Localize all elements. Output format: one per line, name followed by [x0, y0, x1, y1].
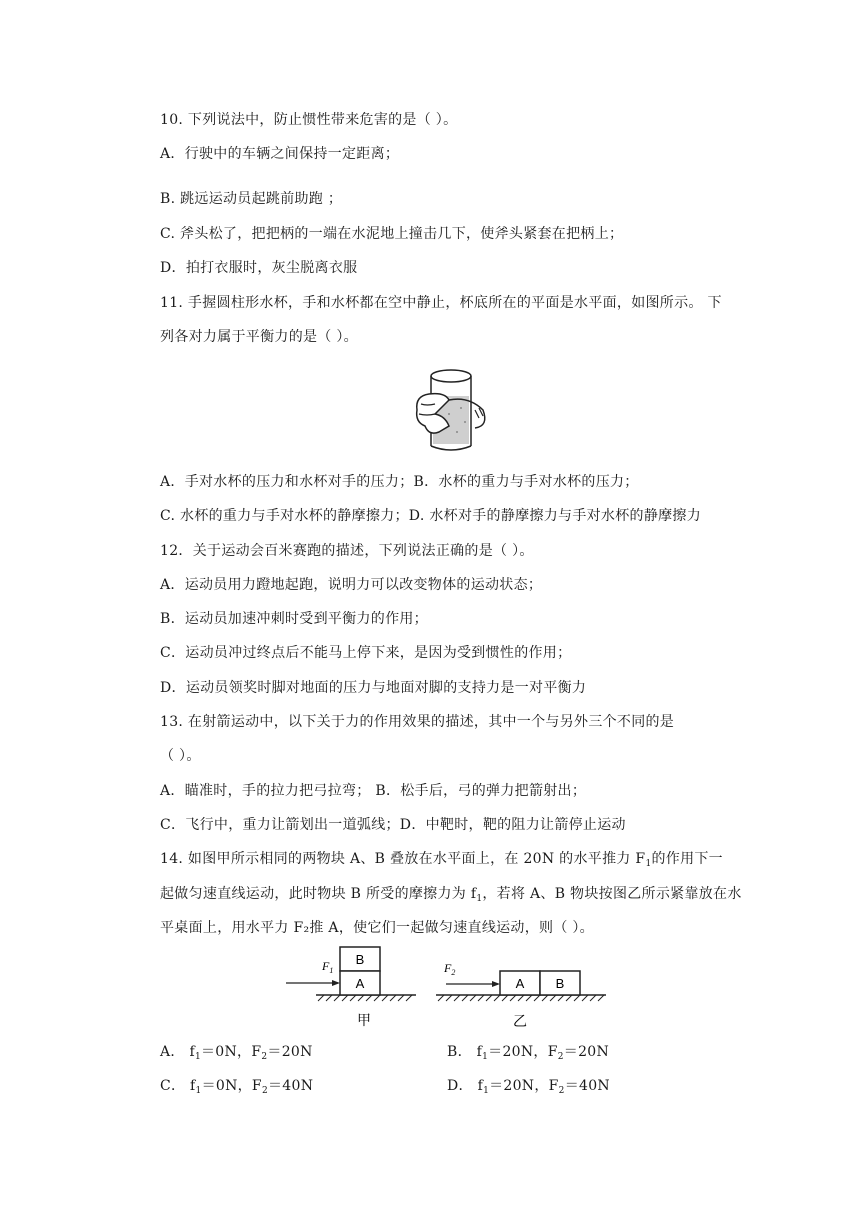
q10-stem: 10. 下列说法中，防止惯性带来危害的是（ ）。 [160, 112, 458, 128]
q10-option-c: C. 斧头松了，把把柄的一端在水泥地上撞击几下，使斧头紧套在把柄上； [160, 226, 624, 242]
q14-stem-line1: 14. 如图甲所示相同的两物块 A、B 叠放在水平面上，在 20N 的水平推力 $F_1$的作用下一 [160, 851, 723, 869]
f2-label: $F_2$ [444, 961, 456, 977]
q14-stem-line3: 平桌面上，用水平力 F₂推 A，使它们一起做匀速直线运动，则（ ）。 [160, 920, 594, 936]
q14-option-a: A． $f_1=0N$，$F_2=20N$ [160, 1044, 313, 1062]
jia-block-b-label: B [355, 952, 365, 967]
yi-block-b-label: B [555, 976, 565, 991]
q14-option-c: C． $f_1=0N$，$F_2=40N$ [160, 1078, 314, 1096]
jia-caption: 甲 [357, 1013, 371, 1029]
hand-holding-cup-figure [405, 366, 495, 458]
q12-option-c: C．运动员冲过终点后不能马上停下来，是因为受到惯性的作用； [160, 645, 572, 661]
q10-option-d: D．拍打衣服时，灰尘脱离衣服 [160, 260, 358, 276]
figure-yi [436, 960, 616, 1034]
q12-option-a: A．运动员用力蹬地起跑，说明力可以改变物体的运动状态； [160, 577, 543, 593]
q13-stem-line2: （ ）。 [160, 748, 201, 764]
q12-stem: 12．关于运动会百米赛跑的描述，下列说法正确的是（ ）。 [160, 543, 534, 559]
q13-options-cd: C．飞行中，重力让箭划出一道弧线；D．中靶时，靶的阻力让箭停止运动 [160, 817, 626, 833]
figure-jia [282, 943, 422, 1033]
q14-option-d: D． $f_1=20N$，$F_2=40N$ [447, 1078, 610, 1096]
yi-caption: 乙 [513, 1014, 527, 1030]
yi-block-a-label: A [515, 976, 525, 991]
q11-options-ab: A．手对水杯的压力和水杯对手的压力；B．水杯的重力与手对水杯的压力； [160, 474, 639, 490]
q13-options-ab: A．瞄准时，手的拉力把弓拉弯； B．松手后，弓的弹力把箭射出； [160, 783, 587, 799]
q11-options-cd: C. 水杯的重力与手对水杯的静摩擦力；D. 水杯对手的静摩擦力与手对水杯的静摩擦力 [160, 508, 702, 524]
q10-option-a: A．行驶中的车辆之间保持一定距离； [160, 146, 400, 162]
f1-label: $F_1$ [322, 959, 334, 975]
q11-stem-line1: 11. 手握圆柱形水杯，手和水杯都在空中静止，杯底所在的平面是水平面，如图所示。 下 [160, 295, 722, 311]
q12-option-d: D．运动员领奖时脚对地面的压力与地面对脚的支持力是一对平衡力 [160, 680, 587, 696]
q13-stem-line1: 13. 在射箭运动中，以下关于力的作用效果的描述，其中一个与另外三个不同的是 [160, 714, 675, 730]
q14-stem-line2: 起做匀速直线运动，此时物块 B 所受的摩擦力为 $f_1$，若将 A、B 物块按图乙所示紧靠放在水 [160, 886, 742, 904]
q14-option-b: B． $f_1=20N$，$F_2=20N$ [447, 1044, 610, 1062]
q11-stem-line2: 列各对力属于平衡力的是（ ）。 [160, 329, 358, 345]
q10-option-b: B. 跳远运动员起跳前助跑 ； [160, 191, 343, 207]
q12-option-b: B．运动员加速冲刺时受到平衡力的作用； [160, 611, 428, 627]
jia-block-a-label: A [355, 976, 365, 991]
